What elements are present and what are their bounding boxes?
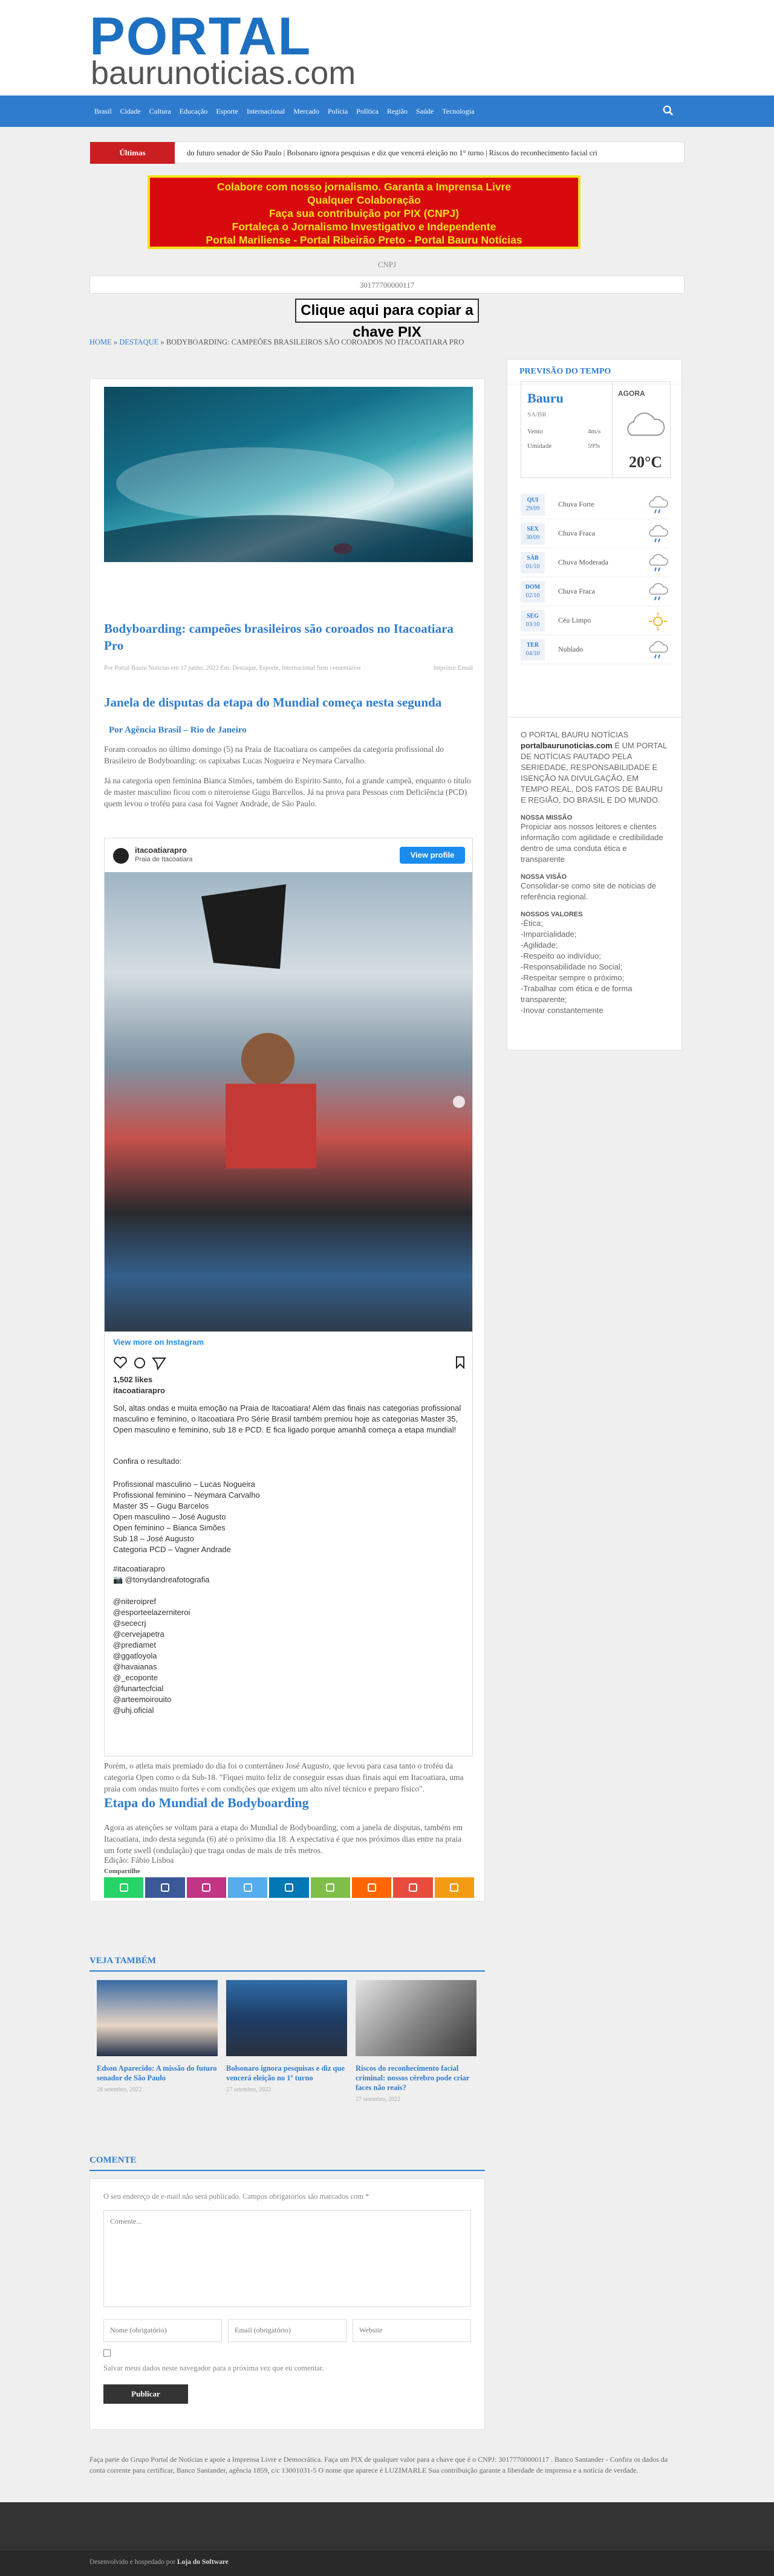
rain-cloud-icon xyxy=(648,582,668,603)
nav-item[interactable]: Cidade xyxy=(120,106,141,115)
weather-temperature: 20°C xyxy=(629,453,663,471)
name-field[interactable]: Nome (obrigatório) xyxy=(103,2319,222,2342)
featured-image[interactable] xyxy=(104,387,473,562)
forecast-weekday: SEG xyxy=(526,613,539,620)
result-item: Profissional feminino – Neymara Carvalho xyxy=(113,1490,260,1500)
twitter-share-button[interactable] xyxy=(228,1877,267,1898)
forecast-row xyxy=(521,635,671,664)
weather-title: PREVISÃO DO TEMPO xyxy=(507,360,681,384)
forecast-weekday: QUI xyxy=(527,497,539,503)
rain-cloud-icon xyxy=(648,640,668,661)
submit-comment-button[interactable]: Publicar xyxy=(103,2384,188,2404)
forecast-desc: Céu Limpo xyxy=(558,616,591,624)
instagram-share-button[interactable] xyxy=(187,1877,226,1898)
result-item: Sub 18 – José Augusto xyxy=(113,1534,194,1543)
breadcrumb-category[interactable]: DESTAQUE xyxy=(119,338,159,346)
related-date: 28 setembro, 2022 xyxy=(97,2086,142,2093)
forecast-date: 01/10 xyxy=(525,563,540,570)
whatsapp-share-button[interactable] xyxy=(104,1877,143,1898)
instagram-photo[interactable] xyxy=(105,872,472,1332)
article-byline: Por Portal Bauru Notícias em 17 junho, 2022 Em: Destaque, Esporte, Internacional Sem comentários xyxy=(104,665,361,672)
vision-title: NOSSA VISÃO xyxy=(521,873,567,881)
print-icon xyxy=(368,1883,376,1892)
instagram-tag[interactable]: @funartecfcial xyxy=(113,1684,164,1693)
article-agency: Por Agência Brasil – Rio de Janeiro xyxy=(109,725,247,735)
surfer-wave-image xyxy=(104,387,473,562)
forecast-date: 29/09 xyxy=(525,505,540,512)
result-item: Master 35 – Gugu Barcelos xyxy=(113,1501,209,1510)
athlete-celebration-image xyxy=(105,872,472,1332)
email-icon xyxy=(326,1883,334,1892)
instagram-tag[interactable]: @prediamet xyxy=(113,1640,157,1649)
forecast-day xyxy=(521,523,545,545)
related-post[interactable] xyxy=(226,1980,347,2093)
about-lead: O PORTAL BAURU NOTÍCIAS xyxy=(521,730,629,739)
forecast-row xyxy=(521,490,671,519)
related-thumb[interactable] xyxy=(226,1980,347,2056)
results-title: Confira o resultado: xyxy=(113,1457,182,1466)
forecast-weekday: SÁB xyxy=(527,555,539,561)
related-thumb[interactable] xyxy=(356,1980,476,2056)
nav-item[interactable]: Polícia xyxy=(327,106,348,115)
breadcrumb-home[interactable]: HOME xyxy=(89,338,112,346)
forecast-day xyxy=(521,552,545,574)
weather-city: Bauru xyxy=(527,390,564,406)
instagram-tag[interactable]: @ggatloyola xyxy=(113,1651,157,1660)
comment-notice: O seu endereço de e-mail não será publicado. Campos obrigatórios são marcados com * xyxy=(103,2192,369,2201)
share-share-button[interactable] xyxy=(435,1877,474,1898)
forecast-desc: Chuva Fraca xyxy=(558,587,595,595)
pinterest-icon xyxy=(409,1883,417,1892)
donation-banner[interactable] xyxy=(148,175,580,249)
instagram-username[interactable]: itacoatiarapro xyxy=(135,846,187,855)
banner-line: Fortaleça o Jornalismo Investigativo e Independente xyxy=(232,221,496,233)
website-field[interactable]: Website xyxy=(353,2319,471,2342)
instagram-tag[interactable]: @arteemoirouito xyxy=(113,1695,172,1704)
about-widget xyxy=(507,717,682,1050)
copy-pix-button[interactable]: Clique aqui para copiar a chave PIX xyxy=(295,299,479,323)
article-subtitle: Janela de disputas da etapa do Mundial começa nesta segunda xyxy=(104,695,442,710)
forecast-day xyxy=(521,494,545,516)
humidity-value: 59% xyxy=(588,442,600,450)
ticker-label: Últimas xyxy=(90,142,175,164)
related-date: 27 setembro, 2022 xyxy=(356,2096,401,2103)
values-title: NOSSOS VALORES xyxy=(521,911,583,918)
comments-heading: COMENTE xyxy=(89,2155,137,2165)
related-heading: VEJA TAMBÉM xyxy=(89,1956,156,1966)
forecast-date: 30/09 xyxy=(525,534,540,541)
like-icon xyxy=(114,1358,126,1368)
instagram-tag[interactable]: @esporteelazerniteroi xyxy=(113,1608,190,1617)
value-item: -Imparcialidade; xyxy=(521,930,577,939)
instagram-location[interactable]: Praia de Itacoatiara xyxy=(135,856,193,863)
value-item: -Ética; xyxy=(521,919,543,928)
forecast-date: 02/10 xyxy=(525,592,540,599)
result-item: Profissional masculino – Lucas Nogueira xyxy=(113,1480,255,1489)
result-item: Categoria PCD – Vagner Andrade xyxy=(113,1545,231,1554)
weather-region: SA/BR xyxy=(527,411,547,418)
banner-line: Qualquer Colaboração xyxy=(307,194,421,206)
twitter-icon xyxy=(244,1883,252,1892)
whatsapp-icon xyxy=(120,1883,128,1892)
ticker-text[interactable]: do futuro senador de São Paulo | Bolsonaro ignora pesquisas e diz que vencerá eleição no 1° turno | Riscos do reconhecimento facial cri xyxy=(187,149,597,157)
wind-label: Vento xyxy=(527,428,543,435)
forecast-row xyxy=(521,606,671,635)
forecast-day xyxy=(521,610,545,632)
breadcrumb-sep: » xyxy=(160,338,164,346)
share-label: Compartilhe xyxy=(104,1868,140,1875)
cnpj-label: CNPJ xyxy=(377,260,397,269)
print-share-button[interactable] xyxy=(352,1877,391,1898)
forecast-desc: Nublado xyxy=(558,645,584,653)
related-title[interactable]: Riscos do reconhecimento facial criminal: nossos cérebro pode criar faces não reais? xyxy=(356,2064,470,2092)
value-item: -Respeito ao indivíduo; xyxy=(521,951,601,960)
breadcrumb-current: BODYBOARDING: CAMPEÕES BRASILEIROS SÃO COROADOS NO ITACOATIARA PRO xyxy=(166,338,464,346)
about-site[interactable]: portalbaurunoticias.com xyxy=(521,741,613,750)
forecast-date: 04/10 xyxy=(525,650,540,657)
instagram-tag[interactable]: @uhj.oficial xyxy=(113,1706,154,1715)
article-heading: Etapa do Mundial de Bodyboarding xyxy=(104,1795,309,1810)
cloud-icon xyxy=(623,410,665,439)
instagram-embed xyxy=(104,838,473,1756)
forecast-day xyxy=(521,639,545,661)
email-field[interactable]: Email (obrigatório) xyxy=(228,2319,346,2342)
view-more-instagram-link[interactable]: View more on Instagram xyxy=(113,1338,204,1347)
nav-item[interactable]: Política xyxy=(356,106,379,115)
forecast-desc: Chuva Moderada xyxy=(558,558,608,566)
avatar[interactable] xyxy=(113,848,129,864)
article-title: Bodyboarding: campeões brasileiros são coroados no Itacoatiara Pro xyxy=(104,621,454,653)
value-item: -Agilidade; xyxy=(521,940,558,950)
instagram-tag[interactable]: #itacoatiarapro xyxy=(113,1564,165,1573)
weather-current xyxy=(521,381,671,478)
mission-title: NOSSA MISSÃO xyxy=(521,814,573,821)
instagram-tag xyxy=(113,1585,209,1596)
nav-item[interactable]: Esporte xyxy=(216,106,238,115)
footer-text: Desenvolvido e hospedado por xyxy=(89,2558,176,2566)
share-icon xyxy=(450,1883,458,1892)
view-profile-button[interactable]: View profile xyxy=(400,847,465,864)
instagram-caption: Sol, altas ondas e muita emoção na Praia de Itacoatiara! Além das finais nas categorias profissional masculino e feminino, o Itacoatiara Pro Série Brasil também premiou hoje as categorias Master 35, Open masculino e feminino, sub 18 e PCD. E fica ligado porque amanhã começa a etapa mundial! xyxy=(113,1403,461,1434)
site-header xyxy=(0,0,774,95)
nav-item[interactable]: Educação xyxy=(179,106,208,115)
instagram-tag[interactable]: @_ecoponte xyxy=(113,1673,158,1682)
facebook-share-button[interactable] xyxy=(145,1877,184,1898)
footer-bar xyxy=(0,2551,774,2576)
forecast-weekday: DOM xyxy=(525,584,541,591)
breadcrumb xyxy=(89,336,489,348)
banner-line: Colabore com nosso jornalismo. Garanta a Imprensa Livre xyxy=(216,181,512,193)
divider xyxy=(89,2170,485,2171)
related-title[interactable]: Edson Aparecido: A missão do futuro senador de São Paulo xyxy=(97,2064,217,2082)
banner-line: Portal Mariliense - Portal Ribeirão Preto - Portal Bauru Notícias xyxy=(206,234,522,246)
related-date: 27 setembro, 2022 xyxy=(226,2086,272,2093)
related-thumb[interactable] xyxy=(97,1980,218,2056)
rain-cloud-icon xyxy=(648,553,668,574)
footer-link[interactable]: Loja do Software xyxy=(177,2558,229,2566)
instagram-tag[interactable]: @cervejapetra xyxy=(113,1629,164,1639)
rain-cloud-icon xyxy=(648,495,668,516)
share-buttons xyxy=(104,1877,474,1898)
facebook-icon xyxy=(161,1883,169,1892)
nav-item[interactable]: Saúde xyxy=(415,106,434,115)
comment-icon xyxy=(135,1358,145,1368)
article-meta xyxy=(104,665,473,672)
linkedin-share-button[interactable] xyxy=(269,1877,308,1898)
send-icon xyxy=(153,1358,165,1369)
forecast-date: 03/10 xyxy=(525,621,540,628)
mission-text: Propiciar aos nossos leitores e clientes informação com agilidade e credibilidade dentro de uma conduta ética e transparente xyxy=(521,822,663,864)
logo-portal[interactable]: PORTAL xyxy=(89,6,312,66)
article-editor: Edição: Fábio Lisboa xyxy=(104,1856,174,1865)
comment-form xyxy=(89,2178,485,2430)
related-title[interactable]: Bolsonaro ignora pesquisas e diz que vencerá eleição no 1º turno xyxy=(226,2064,345,2082)
value-item: -Respeitar sempre o próximo; xyxy=(521,973,625,982)
forecast-desc: Chuva Fraca xyxy=(558,529,595,537)
article-paragraph: Já na categoria open feminina Bianca Simões, também do Espírito Santo, foi a grande campeã, enquanto o título de master masculino ficou com o niteroiense Gugu Barcellos. Já na prova para Pessoas com Deficiência (PCD) quem levou o troféu para casa foi Vagner Andrade, de São Paulo. xyxy=(104,776,471,808)
instagram-tag[interactable]: @niteroipref xyxy=(113,1597,157,1606)
weather-wind xyxy=(527,428,612,435)
footer-band xyxy=(0,2502,774,2551)
rain-cloud-icon xyxy=(648,524,668,545)
main-nav xyxy=(0,95,774,127)
forecast-desc: Chuva Forte xyxy=(558,500,594,508)
instagram-actions xyxy=(113,1356,167,1370)
sun-icon xyxy=(648,611,668,632)
nav-item[interactable]: Mercado xyxy=(293,106,319,115)
nav-item[interactable]: Tecnologia xyxy=(442,106,475,115)
instagram-tag[interactable]: @havaianas xyxy=(113,1662,157,1671)
result-item: Open feminino – Bianca Simões xyxy=(113,1523,226,1532)
print-email-links[interactable]: Imprimir Email xyxy=(433,665,473,672)
save-label: Salvar meus dados neste navegador para a próxima vez que eu comentar. xyxy=(103,2364,324,2372)
bookmark-icon[interactable] xyxy=(455,1356,465,1369)
instagram-tag[interactable]: @sececrj xyxy=(113,1619,146,1628)
pinterest-share-button[interactable] xyxy=(393,1877,432,1898)
save-checkbox[interactable] xyxy=(103,2349,111,2357)
forecast-row xyxy=(521,548,671,577)
breadcrumb-sep: » xyxy=(113,338,118,346)
result-item: Open masculino – José Augusto xyxy=(113,1512,226,1521)
breaking-news-ticker xyxy=(89,141,685,163)
instagram-tags xyxy=(113,1564,209,1716)
forecast-row xyxy=(521,519,671,548)
carousel-next-icon xyxy=(453,1096,465,1108)
humidity-label: Umidade xyxy=(527,442,552,450)
weather-forecast xyxy=(521,490,671,664)
weather-now-label: AGORA xyxy=(618,389,645,398)
caption-username[interactable]: itacoatiarapro xyxy=(113,1386,165,1395)
footer-credit xyxy=(89,2558,229,2566)
vision-text: Consolidar-se como site de notícias de referência regional. xyxy=(521,881,657,901)
forecast-day xyxy=(521,581,545,603)
value-item: -Responsabilidade no Social; xyxy=(521,962,623,971)
nav-item[interactable]: Brasil xyxy=(94,106,112,115)
nav-item[interactable]: Região xyxy=(386,106,408,115)
divider xyxy=(89,1970,485,1972)
cnpj-value[interactable]: 30177700000117 xyxy=(89,276,685,294)
about-text: É UM PORTAL DE NOTÍCIAS PAUTADO PELA SERIEDADE, RESPONSABILIDADE E ISENÇÃO NA DIVULGAÇÃO, EM TEMPO REAL, DOS FATOS DE BAURU E REGIÃO, DO BRASIL E DO MUNDO. xyxy=(521,741,667,804)
value-item: -Inovar constantemente xyxy=(521,1006,603,1015)
values-list xyxy=(521,918,668,1016)
article-paragraph: Foram coroados no último domingo (5) na Praia de Itacoatiara os campeões da categoria profissional do Brasileiro de Bodyboarding: os capixabas Lucas Nogueira e Neymara Carvalho. xyxy=(104,745,444,765)
forecast-weekday: SEX xyxy=(527,526,539,532)
instagram-tag[interactable]: 📷 @tonydandreafotografia xyxy=(113,1575,210,1584)
nav-item[interactable]: Internacional xyxy=(246,106,285,115)
logo-domain[interactable]: baurunoticias.com xyxy=(91,55,356,91)
email-share-button[interactable] xyxy=(311,1877,350,1898)
instagram-icon xyxy=(202,1883,210,1892)
divider xyxy=(612,382,613,479)
article-paragraph: Agora as atenções se voltam para a etapa do Mundial de Bodyboarding, com a janela de disputas, também em Itacoatiara, indo desta segunda (6) até o próximo dia 18. A expectativa é que nos próximos dias entre na praia um forte swell (ondulação) que traga ondas de mais de três metros. xyxy=(104,1823,463,1855)
linkedin-icon xyxy=(285,1883,293,1892)
results-list xyxy=(113,1479,260,1555)
comment-textarea[interactable]: Comente... xyxy=(103,2210,471,2307)
value-item: -Trabalhar com ética e de forma transparente; xyxy=(521,984,633,1004)
nav-item[interactable]: Cultura xyxy=(149,106,171,115)
article-paragraph: Porém, o atleta mais premiado do dia foi o conterrâneo José Augusto, que levou para casa tanto o troféu da categoria Open como o da Sub-18. "Fiquei muito feliz de conseguir essas duas finais aqui em Itacoatiara, uma praia com ondas muito fortes e com condições que exigem um alto nível técnico e preparo físico". xyxy=(104,1761,464,1793)
forecast-weekday: TER xyxy=(526,642,539,649)
wind-value: 4m/s xyxy=(588,428,601,435)
related-post[interactable] xyxy=(97,1980,218,2093)
forecast-row xyxy=(521,577,671,606)
related-post[interactable] xyxy=(356,1980,476,2103)
donation-footnote: Faça parte do Grupo Portal de Notícias e apoie a Imprensa Livre e Democrática. Faça um PIX de qualquer valor para a chave que é o CNPJ: 30177700000117 . Banco Santander - Confira os dados da conta corrente para certificar, Banco Santander, agência 1859, c/c 13001031-5 O nome que aparece é LUZIMARLE Sua contribuição garante a liberdade de imprensa e a notícia de verdade. xyxy=(89,2455,668,2474)
weather-humidity xyxy=(527,442,612,450)
banner-line: Faça sua contribuição por PIX (CNPJ) xyxy=(268,207,460,219)
likes-count: 1,502 likes xyxy=(113,1375,153,1384)
search-icon[interactable] xyxy=(663,105,674,116)
